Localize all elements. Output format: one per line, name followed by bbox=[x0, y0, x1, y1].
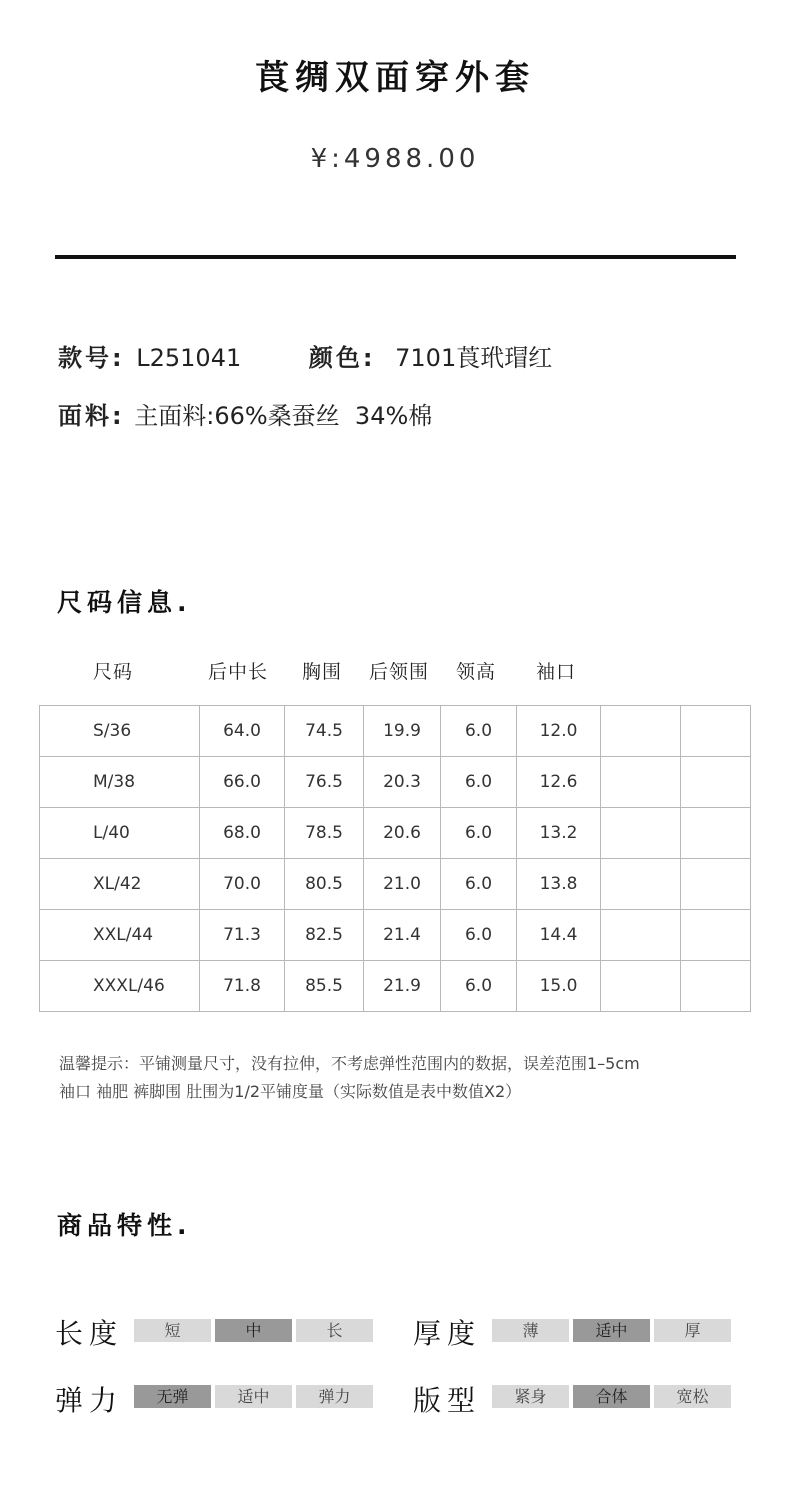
table-cell bbox=[601, 859, 681, 910]
table-cell: 74.5 bbox=[285, 706, 364, 757]
table-row bbox=[40, 757, 751, 808]
fabric-line bbox=[58, 396, 432, 431]
table-cell: XXL/44 bbox=[40, 910, 200, 961]
table-cell: 21.4 bbox=[364, 910, 441, 961]
table-cell bbox=[601, 808, 681, 859]
feature-option: 紧身 bbox=[492, 1385, 569, 1408]
features-heading: 商品特性. bbox=[57, 1211, 192, 1240]
table-cell: 19.9 bbox=[364, 706, 441, 757]
feature-scale-thickness bbox=[492, 1319, 731, 1342]
size-tip-line-2: 袖口 袖肥 裤脚围 肚围为1/2平铺度量（实际数值是表中数值X2） bbox=[59, 1082, 522, 1101]
feature-option: 薄 bbox=[492, 1319, 569, 1342]
table-cell: 13.8 bbox=[517, 859, 601, 910]
table-cell: S/36 bbox=[40, 706, 200, 757]
feature-label-thickness: 厚度 bbox=[413, 1317, 482, 1350]
table-cell: 13.2 bbox=[517, 808, 601, 859]
column-header-collar-height: 领高 bbox=[456, 661, 497, 683]
feature-option: 中 bbox=[215, 1319, 292, 1342]
style-number-label: 款号: bbox=[58, 344, 125, 372]
feature-option: 适中 bbox=[215, 1385, 292, 1408]
table-cell: 85.5 bbox=[285, 961, 364, 1012]
feature-option: 宽松 bbox=[654, 1385, 731, 1408]
table-cell: 20.6 bbox=[364, 808, 441, 859]
table-cell bbox=[601, 757, 681, 808]
column-header-size: 尺码 bbox=[93, 661, 134, 683]
table-cell: 76.5 bbox=[285, 757, 364, 808]
table-cell: 14.4 bbox=[517, 910, 601, 961]
table-cell: 71.8 bbox=[200, 961, 285, 1012]
table-cell bbox=[601, 961, 681, 1012]
table-cell: 71.3 bbox=[200, 910, 285, 961]
feature-label-length: 长度 bbox=[55, 1317, 124, 1350]
table-cell bbox=[681, 910, 751, 961]
feature-scale-length bbox=[134, 1319, 373, 1342]
table-cell: 15.0 bbox=[517, 961, 601, 1012]
fabric-label: 面料: bbox=[58, 402, 125, 430]
feature-option: 短 bbox=[134, 1319, 211, 1342]
column-header-back-neck: 后领围 bbox=[369, 661, 430, 683]
table-cell: L/40 bbox=[40, 808, 200, 859]
feature-option: 无弹 bbox=[134, 1385, 211, 1408]
feature-scale-fit bbox=[492, 1385, 731, 1408]
table-cell bbox=[681, 706, 751, 757]
column-header-cuff: 袖口 bbox=[536, 661, 577, 683]
color-value: 7101莨玳瑁红 bbox=[395, 344, 553, 372]
feature-option: 厚 bbox=[654, 1319, 731, 1342]
feature-option: 长 bbox=[296, 1319, 373, 1342]
table-cell: 6.0 bbox=[441, 859, 517, 910]
table-cell: 6.0 bbox=[441, 706, 517, 757]
table-cell: 21.9 bbox=[364, 961, 441, 1012]
feature-option: 弹力 bbox=[296, 1385, 373, 1408]
table-row bbox=[40, 808, 751, 859]
table-cell: 78.5 bbox=[285, 808, 364, 859]
table-cell bbox=[681, 961, 751, 1012]
feature-label-fit: 版型 bbox=[413, 1384, 482, 1417]
table-cell: 70.0 bbox=[200, 859, 285, 910]
table-cell: M/38 bbox=[40, 757, 200, 808]
product-title: 莨绸双面穿外套 bbox=[255, 58, 535, 98]
table-cell: 12.0 bbox=[517, 706, 601, 757]
table-cell: 68.0 bbox=[200, 808, 285, 859]
style-number-value: L251041 bbox=[136, 344, 242, 372]
table-row bbox=[40, 961, 751, 1012]
size-tip-line-1: 温馨提示：平铺测量尺寸，没有拉伸，不考虑弹性范围内的数据，误差范围1–5cm bbox=[59, 1054, 640, 1073]
feature-scale-elasticity bbox=[134, 1385, 373, 1408]
table-row bbox=[40, 859, 751, 910]
divider bbox=[55, 255, 736, 259]
table-cell: 6.0 bbox=[441, 808, 517, 859]
size-info-heading: 尺码信息. bbox=[57, 588, 192, 617]
fabric-value: 主面料:66%桑蚕丝 34%棉 bbox=[134, 402, 433, 430]
table-cell: XL/42 bbox=[40, 859, 200, 910]
table-cell: 12.6 bbox=[517, 757, 601, 808]
table-row bbox=[40, 910, 751, 961]
product-price: ¥:4988.00 bbox=[310, 144, 480, 174]
column-header-back-length: 后中长 bbox=[208, 661, 269, 683]
table-cell: 66.0 bbox=[200, 757, 285, 808]
table-cell bbox=[601, 910, 681, 961]
table-cell: XXXL/46 bbox=[40, 961, 200, 1012]
table-cell bbox=[681, 757, 751, 808]
feature-label-elasticity: 弹力 bbox=[55, 1384, 124, 1417]
table-cell: 20.3 bbox=[364, 757, 441, 808]
table-cell: 80.5 bbox=[285, 859, 364, 910]
table-cell bbox=[681, 808, 751, 859]
column-header-chest: 胸围 bbox=[302, 661, 343, 683]
table-cell: 64.0 bbox=[200, 706, 285, 757]
feature-option: 合体 bbox=[573, 1385, 650, 1408]
table-cell: 6.0 bbox=[441, 961, 517, 1012]
size-table bbox=[39, 705, 751, 1012]
style-color-line bbox=[58, 338, 552, 373]
table-row bbox=[40, 706, 751, 757]
feature-option: 适中 bbox=[573, 1319, 650, 1342]
color-label: 颜色: bbox=[308, 344, 376, 372]
table-cell: 21.0 bbox=[364, 859, 441, 910]
table-cell bbox=[681, 859, 751, 910]
table-cell: 6.0 bbox=[441, 910, 517, 961]
table-cell: 6.0 bbox=[441, 757, 517, 808]
table-cell bbox=[601, 706, 681, 757]
table-cell: 82.5 bbox=[285, 910, 364, 961]
